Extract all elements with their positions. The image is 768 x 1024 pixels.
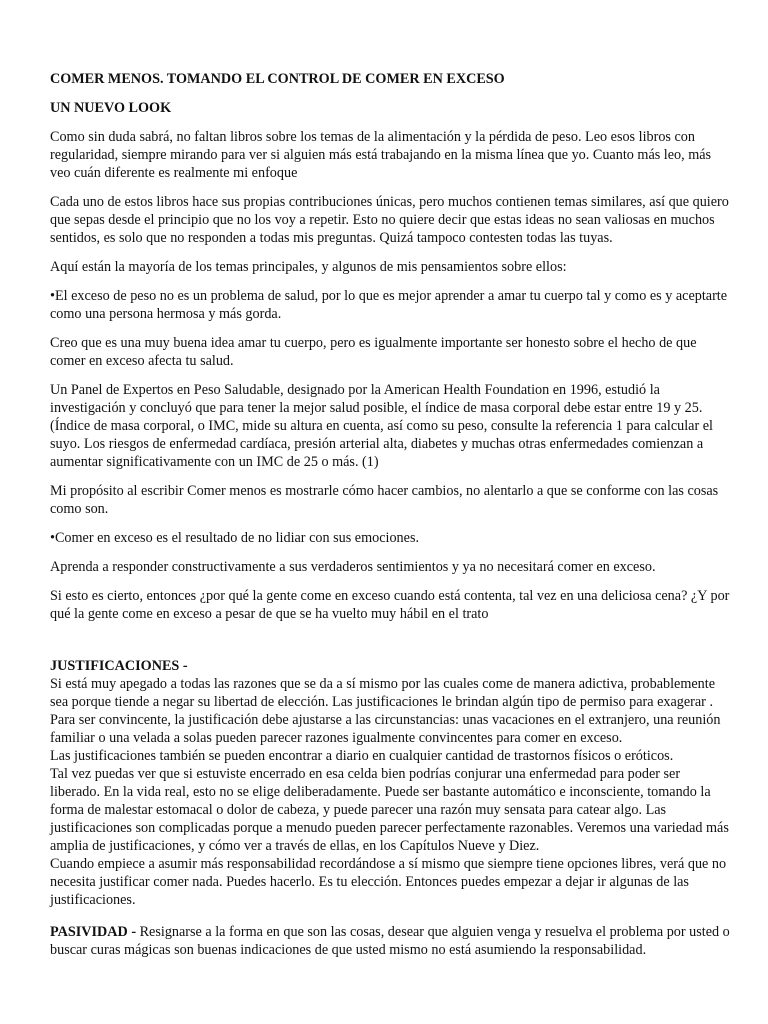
justificaciones-text: Tal vez puedas ver que si estuviste encerrado en esa celda bien podrías conjurar una enfermedad para poder ser liberado. En la vida real, esto no se elige deliberadamente. Puede ser bastante automático e inconsciente, tomando la forma de malestar estomacal o dolor de cabeza, y puede parecer una razón muy sensata para catear algo. Las justificaciones son complicadas porque a menudo pueden parecer perfectamente razonables. Veremos una variedad más amplia de justificaciones, y cómo ver a través de ellas, en los Capítulos Nueve y Diez. [50,766,729,854]
document-title: COMER MENOS. TOMANDO EL CONTROL DE COMER EN EXCESO [50,71,505,87]
pasividad-label: PASIVIDAD - [50,924,137,940]
justificaciones-section [50,657,730,909]
justificaciones-text: Las justificaciones también se pueden encontrar a diario en cualquier cantidad de trastornos físicos o eróticos. [50,748,674,764]
document-page [50,70,730,970]
paragraph: Creo que es una muy buena idea amar tu cuerpo, pero es igualmente importante ser honesto sobre el hecho de que comer en exceso afecta tu salud. [50,335,697,369]
section-heading-justificaciones: JUSTIFICACIONES - [50,658,188,674]
paragraph: Cada uno de estos libros hace sus propias contribuciones únicas, pero muchos contienen temas similares, así que quiero que sepas desde el principio que no los voy a repetir. Esto no quiere decir que estas ideas no sean valiosas en muchos sentidos, es solo que no responden a todas mis preguntas. Quizá tampoco contesten todas las tuyas. [50,194,729,246]
justificaciones-text: Cuando empiece a asumir más responsabilidad recordándose a sí mismo que siempre tiene opciones libres, verá que no necesita justificar comer nada. Puedes hacerlo. Es tu elección. Entonces puedes empezar a dejar ir algunas de las justificaciones. [50,856,727,908]
bullet-paragraph: •Comer en exceso es el resultado de no lidiar con sus emociones. [50,530,420,546]
spacer [50,634,730,657]
justificaciones-text: Si está muy apegado a todas las razones que se da a sí mismo por las cuales come de manera adictiva, probablemente sea porque tiende a negar su libertad de elección. Las justificaciones le brindan algún tipo de permiso para exagerar . Para ser convincente, la justificación debe ajustarse a las circunstancias: unas vacaciones en el extranjero, una reunión familiar o una velada a solas pueden parecer razones igualmente convincentes para comer en exceso. [50,676,721,746]
paragraph: Mi propósito al escribir Comer menos es mostrarle cómo hacer cambios, no alentarlo a que se conforme con las cosas como son. [50,483,719,517]
paragraph: Si esto es cierto, entonces ¿por qué la gente come en exceso cuando está contenta, tal vez en una deliciosa cena? ¿Y por qué la gente come en exceso a pesar de que se ha vuelto muy hábil en el trato [50,588,730,622]
paragraph: Aquí están la mayoría de los temas principales, y algunos de mis pensamientos sobre ellos: [50,259,567,275]
paragraph: Como sin duda sabrá, no faltan libros sobre los temas de la alimentación y la pérdida de peso. Leo esos libros con regularidad, siempre mirando para ver si alguien más está trabajando en la misma línea que yo. Cuanto más leo, más veo cuán diferente es realmente mi enfoque [50,129,712,181]
paragraph: Un Panel de Expertos en Peso Saludable, designado por la American Health Foundation en 1996, estudió la investigación y concluyó que para tener la mejor salud posible, el índice de masa corporal debe estar entre 19 y 25. (Índice de masa corporal, o IMC, mide su altura en cuenta, así como su peso, consulte la referencia 1 para calcular el suyo. Los riesgos de enfermedad cardíaca, presión arterial alta, diabetes y muchas otras enfermedades comienzan a aumentar significativamente con un IMC de 25 o más. (1) [50,382,713,470]
section-heading-nuevo-look: UN NUEVO LOOK [50,100,172,116]
paragraph: Aprenda a responder constructivamente a sus verdaderos sentimientos y ya no necesitará comer en exceso. [50,559,656,575]
pasividad-text: Resignarse a la forma en que son las cosas, desear que alguien venga y resuelva el problema por usted o buscar curas mágicas son buenas indicaciones de que usted mismo no está asumiendo la responsabilidad. [50,924,730,958]
bullet-paragraph: •El exceso de peso no es un problema de salud, por lo que es mejor aprender a amar tu cuerpo tal y como es y aceptarte como una persona hermosa y más gorda. [50,288,728,322]
pasividad-paragraph [50,923,730,959]
